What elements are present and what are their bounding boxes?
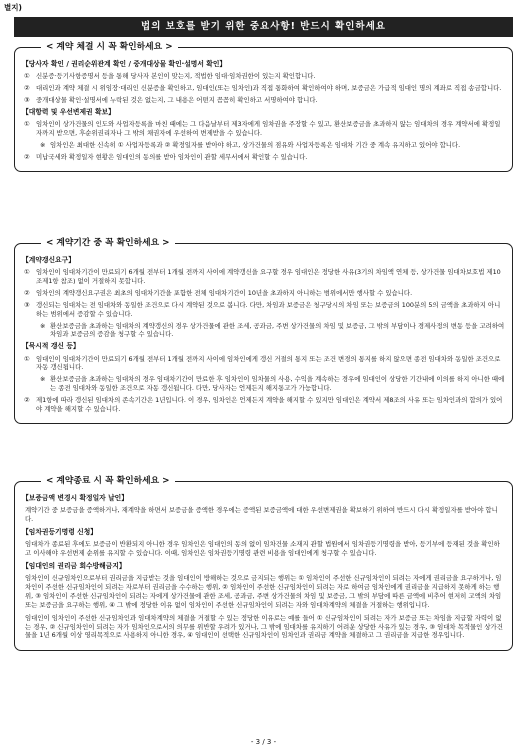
subheading: 【계약갱신요구】 bbox=[22, 256, 75, 264]
list-item: ② 임차인의 계약갱신요구권은 최초의 임대차기간을 포함한 전체 임대차기간이 10년을 초과하지 아니하는 범위에서만 행사할 수 있습니다. bbox=[24, 289, 413, 298]
paragraph: 임대인이 임차인이 주선한 신규임차인과 임대차계약의 체결을 거절할 수 있는 정당한 이유로는 예를 들어 ① 신규임차인이 되려는 자가 보증금 또는 차임을 지급할 자력이 없는 경우, ② 신규임차인이 되려는 자가 임차인으로서의 의무를 위반할 우려가 있거나, 그 밖에 임대차를 유지하기 어려운 상당한 사유가 있는 경우, ③ 임대차 목적물인 상가건물을 1년 6개월 이상 영리목적으로 사용하지 아니한 경우, ④ 임대인이 선택한 신규임차인이 임차인과 권리금 계약을 체결하고 그 권리금을 지급한 경우입니다. bbox=[25, 613, 503, 640]
section-title: < 계약종료 시 꼭 확인하세요 > bbox=[41, 475, 175, 487]
section-contract-period bbox=[14, 238, 513, 424]
paragraph: 계약기간 중 보증금을 증액하거나, 재계약을 하면서 보증금을 증액한 경우에는 증액된 보증금액에 대한 우선변제권을 확보하기 위하여 반드시 다시 확정일자를 받아야 합니다. bbox=[25, 506, 498, 524]
page-banner: 법의 보호를 받기 위한 중요사항! 반드시 확인하세요 bbox=[14, 17, 513, 37]
list-item: ② 대리인과 계약 체결 시 위임장·대리인 신분증을 확인하고, 임대인(또는 임차인)과 직접 통화하여 확인하여야 하며, 보증금은 가급적 임대인 명의 계좌로 직접 송금합니다. bbox=[24, 84, 502, 93]
list-item: ① 임차인이 상가건물의 인도와 사업자등록을 마친 때에는 그 다음날부터 제3자에게 임차권을 주장할 수 있고, 환산보증금을 초과하지 않는 임대차의 경우 계약서에 확정일자까지 받으면, 후순위권리자나 그 밖의 채권자에 우선하여 변제받을 수 있습니다. bbox=[24, 120, 501, 138]
list-item: ② 제1항에 따라 갱신된 임대차의 존속기간은 1년입니다. 이 경우, 임차인은 언제든지 계약을 해지할 수 있지만 임대인은 계약서 제8조의 사유 또는 임차인과의 합의가 있어야 계약을 해지할 수 있습니다. bbox=[24, 395, 503, 413]
section-title: < 계약 체결 시 꼭 확인하세요 > bbox=[41, 41, 178, 53]
list-item: ③ 갱신되는 임대차는 전 임대차와 동일한 조건으로 다시 계약된 것으로 봅니다. 다만, 차임과 보증금은 청구당시의 차임 또는 보증금의 100분의 5의 금액을 초과하지 아니하는 범위에서 증감할 수 있습니다. bbox=[24, 300, 501, 318]
list-item: ③ 중개대상물 확인·설명서에 누락된 것은 없는지, 그 내용은 어떤지 꼼꼼히 확인하고 서명하여야 합니다. bbox=[24, 96, 318, 105]
subheading: 【묵시적 갱신 등】 bbox=[22, 342, 80, 351]
list-item: ① 신분증·등기사항증명서 등을 통해 당사자 본인이 맞는지, 적법한 임대·임차권한이 있는지 확인합니다. bbox=[24, 72, 316, 81]
note: ※ 환산보증금을 초과하는 임대차의 경우 임대차기간이 만료한 후 임차인이 임차물의 사용, 수익을 계속하는 경우에 임대인이 상당한 기간내에 이의를 하지 아니한 때에는 종전 임대차와 동일한 조건으로 자동 갱신됩니다. 다만, 당사자는 언제든지 해지통고가 가능합니다. bbox=[40, 375, 505, 393]
subheading: 【대항력 및 우선변제권 확보】 bbox=[22, 107, 115, 116]
subheading: 【당사자 확인 / 권리순위관계 확인 / 중개대상물 확인·설명서 확인】 bbox=[22, 60, 227, 68]
section-contract-signing bbox=[14, 42, 513, 172]
section-contract-termination bbox=[14, 476, 513, 651]
note: ※ 임차인은 최대한 신속히 ① 사업자등록과 ② 확정일자를 받아야 하고, 상가건물의 점유와 사업자등록은 임대차 기간 중 계속 유지하고 있어야 합니다. bbox=[40, 140, 461, 149]
page-number: - 3 / 3 - bbox=[250, 738, 277, 746]
subheading: 【임대인의 권리금 회수방해금지】 bbox=[22, 562, 126, 571]
section-title: < 계약기간 중 꼭 확인하세요 > bbox=[41, 237, 175, 249]
paragraph: 임대차가 종료된 후에도 보증금이 반환되지 아니한 경우 임차인은 임대인의 동의 없이 임차건물 소재지 관할 법원에서 임차권등기명령을 받아, 등기부에 등재된 것을 확인하고 이사해야 우선변제 순위를 유지할 수 있습니다. 이때, 임차인은 임차권등기명령 관련 비용을 임대인에게 청구할 수 있습니다. bbox=[25, 540, 500, 558]
list-item: ① 임대인이 임대차기간이 만료되기 6개월 전부터 1개월 전까지 사이에 임차인에게 갱신 거절의 통지 또는 조건 변경의 통지를 하지 않으면 종전 임대차와 동일한 조건으로 자동 갱신됩니다. bbox=[24, 354, 501, 372]
paragraph: 임차인이 신규임차인으로부터 권리금을 지급받는 것을 임대인이 방해하는 것으로 금지되는 행위는 ① 임차인이 주선한 신규임차인이 되려는 자에게 권리금을 요구하거나, 임차인이 주선한 신규임차인이 되려는 자로부터 권리금을 수수하는 행위, ② 임차인이 주선한 신규임차인이 되려는 자로 하여금 임차인에게 권리금을 지급하지 못하게 하는 행위, ③ 임차인이 주선한 신규임차인이 되려는 자에게 상가건물에 관한 조세, 공과금, 주변 상가건물의 차임 및 보증금, 그 밖의 부담에 따른 금액에 비추어 현저히 고액의 차임 또는 보증금을 요구하는 행위, ④ 그 밖에 정당한 이유 없이 임차인이 주선한 신규임차인이 되려는 자와 임대차계약의 체결을 거절하는 행위입니다. bbox=[25, 574, 502, 609]
subheading: 【보증금액 변경시 확정일자 날인】 bbox=[22, 494, 129, 502]
appendix-label: 별지) bbox=[4, 3, 22, 12]
note: ※ 환산보증금을 초과하는 임대차의 계약갱신의 경우 상가건물에 관한 조세, 공과금, 주변 상가건물의 차임 및 보증금, 그 밖의 부담이나 경제사정의 변동 등을 고려하여 차임과 보증금의 증감을 청구할 수 있습니다. bbox=[40, 321, 505, 339]
list-item: ① 임차인이 임대차기간이 만료되기 6개월 전부터 1개월 전까지 사이에 계약갱신을 요구할 경우 임대인은 정당한 사유(3기의 차임액 연체 등, 상가건물 임대차보호법 제10조제1항 참조) 없이 거절하지 못합니다. bbox=[24, 268, 501, 286]
list-item: ② 미납국세와 확정일자 현황은 임대인의 동의를 받아 임차인이 관할 세무서에서 확인할 수 있습니다. bbox=[24, 152, 308, 161]
subheading: 【임차권등기명령 신청】 bbox=[22, 528, 98, 537]
